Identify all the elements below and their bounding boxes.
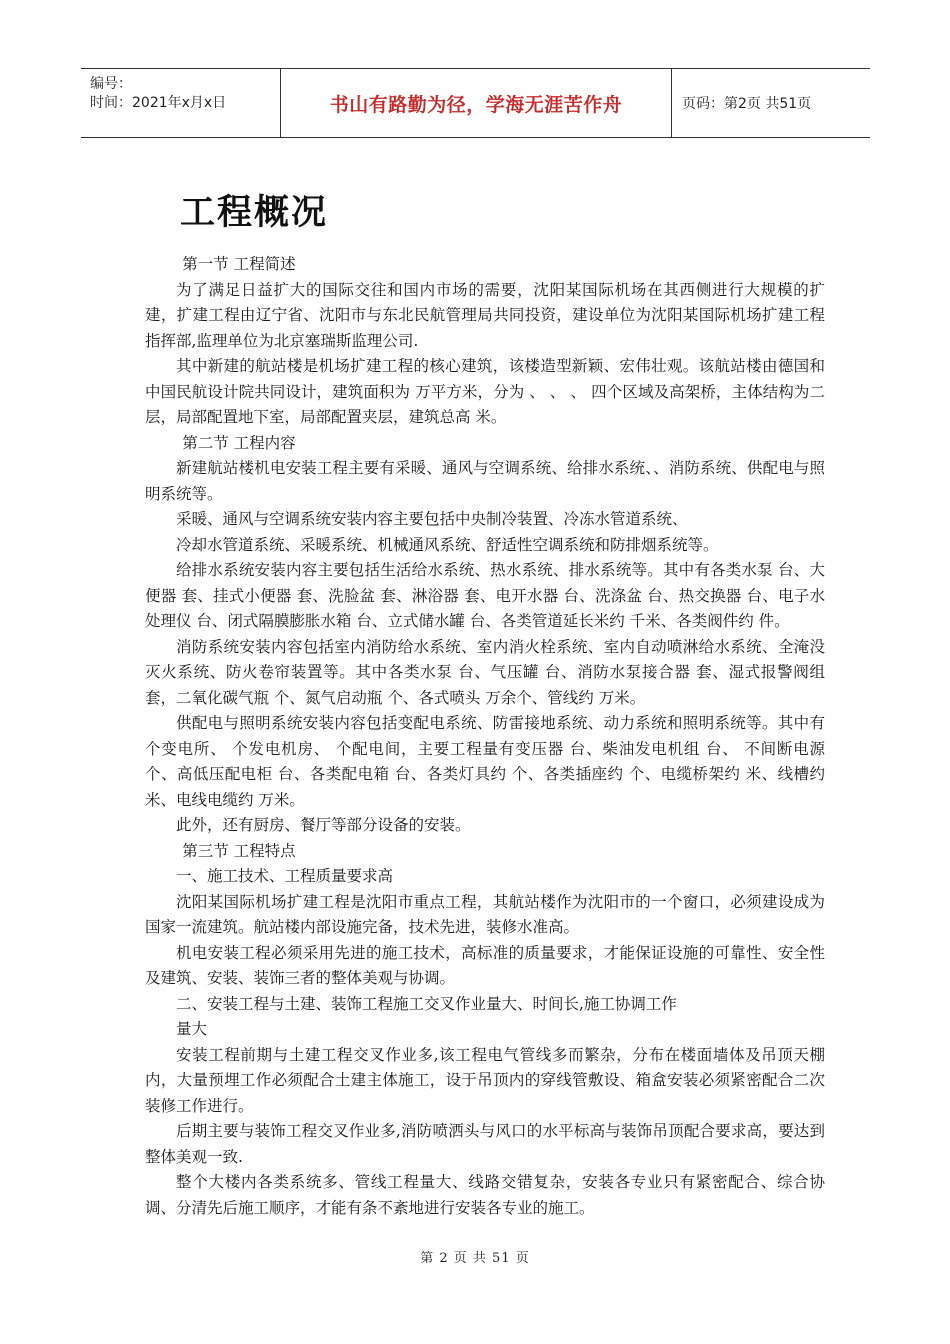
document-number-label: 编号： — [90, 76, 132, 92]
body-paragraph: 其中新建的航站楼是机场扩建工程的核心建筑，该楼造型新颖、宏伟壮观。该航站楼由德国和中国民航设计院共同设计，建筑面积为 万平方米，分为 、 、 、 四个区域及高架桥，主体结构为二层，局部配置地下室，局部配置夹层，建筑总高 米。 — [145, 357, 825, 426]
page-footer: 第 2 页 共 51 页 — [420, 1251, 530, 1266]
header-page-cell — [672, 69, 870, 137]
header-page-info: 页码：第2页 共51页 — [682, 96, 812, 112]
section-heading: 第一节 工程简述 — [182, 255, 296, 273]
subsection-heading: 量大 — [176, 1020, 208, 1038]
section-heading: 第二节 工程内容 — [182, 433, 296, 452]
header-motto: 书山有路勤为径，学海无涯苦作舟 — [329, 94, 623, 116]
body-paragraph: 此外，还有厨房、餐厅等部分设备的安装。 — [176, 816, 471, 834]
body-paragraph: 新建航站楼机电安装工程主要有采暖、通风与空调系统、给排水系统、、消防系统、供配电与照明系统等。 — [145, 459, 825, 503]
body-paragraph: 给排水系统安装内容主要包括生活给水系统、热水系统、排水系统等。其中有各类水泵 台、大便器 套、挂式小便器 套、洗脸盆 套、淋浴器 套、电开水器 台、洗涤盆 台、热交换器 台、电子水处理仪 台、闭式隔膜膨胀水箱 台、立式储水罐 台、各类管道延长米约 千米、各类阀件约 件。 — [145, 561, 825, 630]
body-paragraph: 后期主要与装饰工程交叉作业多,消防喷洒头与风口的水平标高与装饰吊顶配合要求高，要达到整体美观一致. — [145, 1122, 825, 1166]
section-heading: 第三节 工程特点 — [182, 841, 296, 860]
body-paragraph: 冷却水管道系统、采暖系统、机械通风系统、舒适性空调系统和防排烟系统等。 — [176, 535, 719, 554]
body-paragraph: 沈阳某国际机场扩建工程是沈阳市重点工程，其航站楼作为沈阳市的一个窗口，必须建设成为国家一流建筑。航站楼内部设施完备，技术先进，装修水准高。 — [145, 892, 825, 936]
body-paragraph: 消防系统安装内容包括室内消防给水系统、室内消火栓系统、室内自动喷淋给水系统、全淹没灭火系统、防火卷帘装置等。其中各类水泵 台、气压罐 台、消防水泵接合器 套、湿式报警阀组 套，二氧化碳气瓶 个、氮气启动瓶 个、各式喷头 万余个、管线约 万米。 — [145, 637, 825, 707]
subsection-heading: 一、施工技术、工程质量要求高 — [176, 867, 394, 885]
body-paragraph: 安装工程前期与土建工程交叉作业多,该工程电气管线多而繁杂，分布在楼面墙体及吊顶天棚内，大量预埋工作必须配合土建主体施工，设于吊顶内的穿线管敷设、箱盒安装必须紧密配合二次装修工作进行。 — [145, 1045, 825, 1115]
document-body — [145, 252, 825, 1221]
page-header — [81, 68, 870, 138]
header-meta-cell — [81, 69, 281, 137]
body-paragraph: 整个大楼内各类系统多、管线工程量大、线路交错复杂，安装各专业只有紧密配合、综合协调、分清先后施工顺序，才能有条不紊地进行安装各专业的施工。 — [145, 1173, 825, 1217]
header-motto-cell — [281, 69, 672, 137]
body-paragraph: 机电安装工程必须采用先进的施工技术，高标准的质量要求，才能保证设施的可靠性、安全性及建筑、安装、装饰三者的整体美观与协调。 — [145, 943, 825, 987]
document-title: 工程概况 — [180, 193, 329, 233]
body-paragraph: 采暖、通风与空调系统安装内容主要包括中央制冷装置、冷冻水管道系统、 — [176, 510, 688, 528]
subsection-heading: 二、安装工程与土建、装饰工程施工交叉作业量大、时间长,施工协调工作 — [176, 994, 677, 1013]
body-paragraph: 供配电与照明系统安装内容包括变配电系统、防雷接地系统、动力系统和照明系统等。其中有 个变电所、 个发电机房、 个配电间，主要工程量有变压器 台、柴油发电机组 台、 不间断电源 个、高低压配电柜 台、各类配电箱 台、各类灯具约 个、各类插座约 个、电缆桥架约 米、线槽约 米、电线电缆约 万米。 — [145, 714, 825, 809]
body-paragraph: 为了满足日益扩大的国际交往和国内市场的需要，沈阳某国际机场在其西侧进行大规模的扩建，扩建工程由辽宁省、沈阳市与东北民航管理局共同投资，建设单位为沈阳某国际机场扩建工程指挥部,监理单位为北京塞瑞斯监理公司. — [145, 280, 825, 350]
document-date-label: 时间：2021年x月x日 — [90, 95, 227, 111]
